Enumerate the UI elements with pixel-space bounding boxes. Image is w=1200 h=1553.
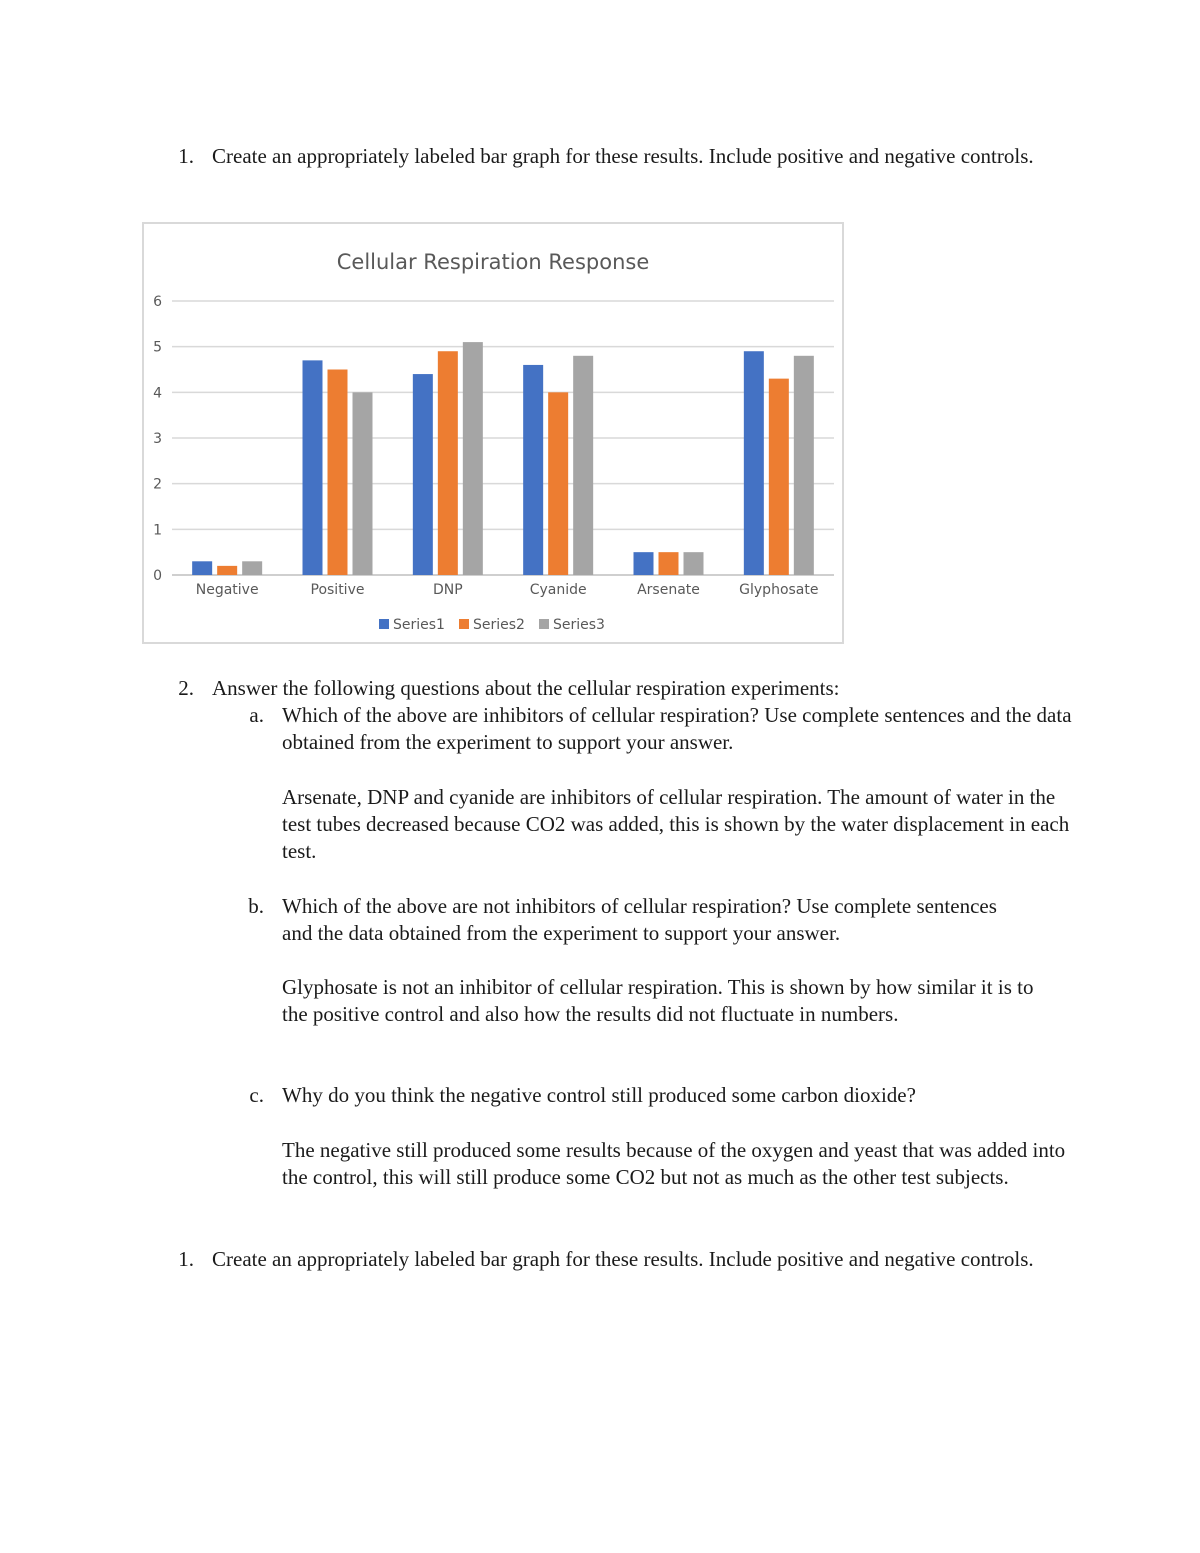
x-tick-label: Positive bbox=[310, 582, 365, 598]
bar-cyanide-series2 bbox=[548, 392, 568, 575]
question-2 bbox=[0, 675, 1200, 705]
x-tick-label: Glyphosate bbox=[739, 582, 819, 598]
question-2a-text: Which of the above are inhibitors of cellular respiration? Use complete sentences and the data obtained from the experiment to support your answer. bbox=[282, 703, 1072, 755]
bar-chart bbox=[142, 222, 844, 644]
bar-glyphosate-series2 bbox=[769, 379, 789, 575]
question-2c-letter: c. bbox=[249, 1083, 264, 1107]
question-1-top-number: 1. bbox=[178, 144, 194, 168]
legend-swatch-series3 bbox=[539, 619, 549, 629]
y-tick-label: 5 bbox=[153, 339, 162, 356]
y-tick-label: 1 bbox=[153, 522, 162, 539]
question-2c bbox=[0, 1082, 1200, 1222]
question-2a bbox=[0, 702, 1200, 872]
chart-title: Cellular Respiration Response bbox=[336, 250, 650, 274]
legend-label-series3: Series3 bbox=[553, 617, 605, 633]
y-tick-label: 6 bbox=[153, 294, 162, 310]
bar-chart-svg bbox=[144, 224, 842, 642]
bar-glyphosate-series1 bbox=[744, 351, 764, 575]
question-2a-letter: a. bbox=[249, 703, 264, 727]
legend-swatch-series1 bbox=[379, 619, 389, 629]
x-tick-label: Negative bbox=[195, 582, 259, 598]
question-2c-text: Why do you think the negative control still produced some carbon dioxide? bbox=[282, 1083, 916, 1107]
y-tick-label: 0 bbox=[153, 568, 162, 584]
question-2-text: Answer the following questions about the cellular respiration experiments: bbox=[212, 676, 840, 700]
bar-positive-series1 bbox=[303, 360, 323, 575]
legend-swatch-series2 bbox=[459, 619, 469, 629]
legend-label-series2: Series2 bbox=[473, 617, 525, 633]
x-tick-label: Arsenate bbox=[637, 582, 700, 598]
bar-dnp-series2 bbox=[438, 351, 458, 575]
question-2b-letter: b. bbox=[248, 894, 264, 918]
answer-2c-text: The negative still produced some results because of the oxygen and yeast that was added into the control, this will still produce some CO2 but not as much as the other test subjects. bbox=[282, 1138, 1066, 1190]
bar-cyanide-series3 bbox=[573, 356, 593, 575]
bar-arsenate-series2 bbox=[659, 552, 679, 575]
bar-negative-series3 bbox=[242, 561, 262, 575]
bar-arsenate-series1 bbox=[634, 552, 654, 575]
x-tick-label: DNP bbox=[432, 582, 463, 598]
answer-2a-text: Arsenate, DNP and cyanide are inhibitors of cellular respiration. The amount of water in the test tubes decreased because CO2 was added, this is shown by the water displacement in each test. bbox=[282, 785, 1070, 864]
question-1-bottom-text: Create an appropriately labeled bar graph for these results. Include positive and negative controls. bbox=[212, 1247, 1034, 1271]
legend-label-series1: Series1 bbox=[393, 617, 445, 633]
question-2b-text: Which of the above are not inhibitors of cellular respiration? Use complete sentences and the data obtained from the experiment to support your answer. bbox=[282, 894, 997, 946]
y-tick-label: 4 bbox=[153, 385, 162, 402]
y-tick-label: 3 bbox=[153, 431, 162, 447]
answer-2b-text: Glyphosate is not an inhibitor of cellular respiration. This is shown by how similar it is to the positive control and also how the results did not fluctuate in numbers. bbox=[282, 975, 1034, 1027]
question-2b bbox=[0, 893, 1200, 1063]
bar-negative-series2 bbox=[217, 566, 237, 575]
bar-glyphosate-series3 bbox=[794, 356, 814, 575]
bar-dnp-series1 bbox=[413, 374, 433, 575]
question-1-bottom-number: 1. bbox=[178, 1247, 194, 1271]
bar-arsenate-series3 bbox=[684, 552, 704, 575]
bar-cyanide-series1 bbox=[523, 365, 543, 575]
bar-positive-series2 bbox=[328, 370, 348, 576]
bar-negative-series1 bbox=[192, 561, 212, 575]
x-tick-label: Cyanide bbox=[529, 582, 587, 598]
bar-positive-series3 bbox=[353, 392, 373, 575]
question-1-top-text: Create an appropriately labeled bar graph for these results. Include positive and negative controls. bbox=[212, 144, 1034, 168]
bar-dnp-series3 bbox=[463, 342, 483, 575]
question-2-number: 2. bbox=[178, 676, 194, 700]
question-1-bottom bbox=[0, 1246, 1200, 1306]
question-1-top bbox=[0, 143, 1200, 203]
y-tick-label: 2 bbox=[153, 476, 162, 493]
